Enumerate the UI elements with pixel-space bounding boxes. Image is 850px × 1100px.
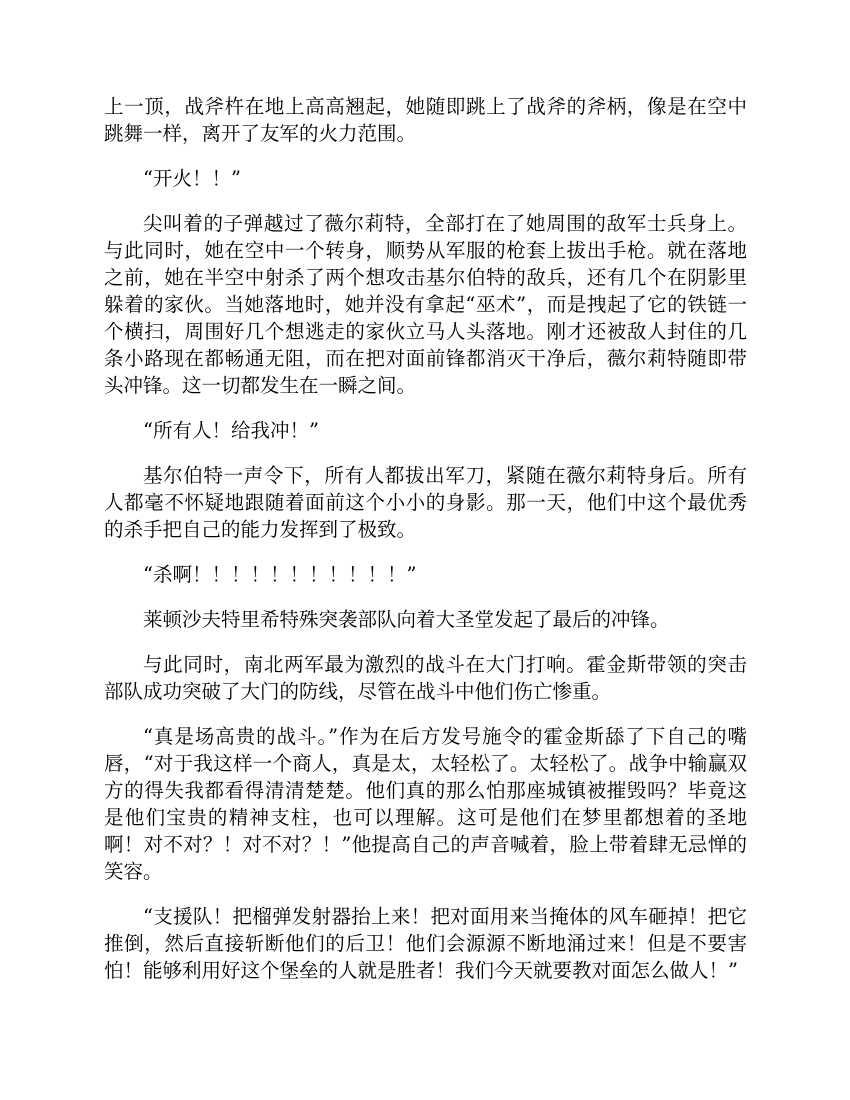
paragraph: “开火！！” bbox=[143, 167, 241, 190]
body-text bbox=[104, 93, 747, 1002]
paragraph: 基尔伯特一声令下，所有人都拔出军刀，紧随在薇尔莉特身后。所有人都毫不怀疑地跟随着面前这个小小的身影。那一天，他们中这个最优秀的杀手把自己的能力发挥到了极致。 bbox=[104, 464, 747, 541]
paragraph: 莱顿沙夫特里希特殊突袭部队向着大圣堂发起了最后的冲锋。 bbox=[143, 608, 670, 631]
paragraph: “杀啊！！！！！！！！！！！” bbox=[143, 563, 417, 586]
paragraph: 尖叫着的子弹越过了薇尔莉特，全部打在了她周围的敌军士兵身上。与此同时，她在空中一个转身，顺势从军服的枪套上拔出手枪。就在落地之前，她在半空中射杀了两个想攻击基尔伯特的敌兵，还有几个在阴影里躲着的家伙。当她落地时，她并没有拿起“巫术”，而是拽起了它的铁链一个横扫，周围好几个想逃走的家伙立马人头落地。刚才还被敌人封住的几条小路现在都畅通无阻，而在把对面前锋都消灭干净后，薇尔莉特随即带头冲锋。这一切都发生在一瞬之间。 bbox=[104, 212, 747, 397]
paragraph: 上一顶，战斧杵在地上高高翘起，她随即跳上了战斧的斧柄，像是在空中跳舞一样，离开了友军的火力范围。 bbox=[104, 95, 747, 145]
paragraph: 与此同时，南北两军最为激烈的战斗在大门打响。霍金斯带领的突击部队成功突破了大门的防线，尽管在战斗中他们伤亡惨重。 bbox=[104, 653, 747, 703]
paragraph: “真是场高贵的战斗。”作为在后方发号施令的霍金斯舔了下自己的嘴唇，“对于我这样一个商人，真是太，太轻松了。太轻松了。战争中输赢双方的得失我都看得清清楚楚。他们真的那么怕那座城镇被摧毁吗？毕竟这是他们宝贵的精神支柱，也可以理解。这可是他们在梦里都想着的圣地啊！对不对？！对不对？！”他提高自己的声音喊着，脸上带着肆无忌惮的笑容。 bbox=[104, 725, 747, 883]
paragraph: “支援队！把榴弹发射器抬上来！把对面用来当掩体的风车砸掉！把它推倒，然后直接斩断他们的后卫！他们会源源不断地涌过来！但是不要害怕！能够利用好这个堡垒的人就是胜者！我们今天就要教对面怎么做人！” bbox=[104, 905, 747, 982]
paragraph: “所有人！给我冲！” bbox=[143, 419, 319, 442]
